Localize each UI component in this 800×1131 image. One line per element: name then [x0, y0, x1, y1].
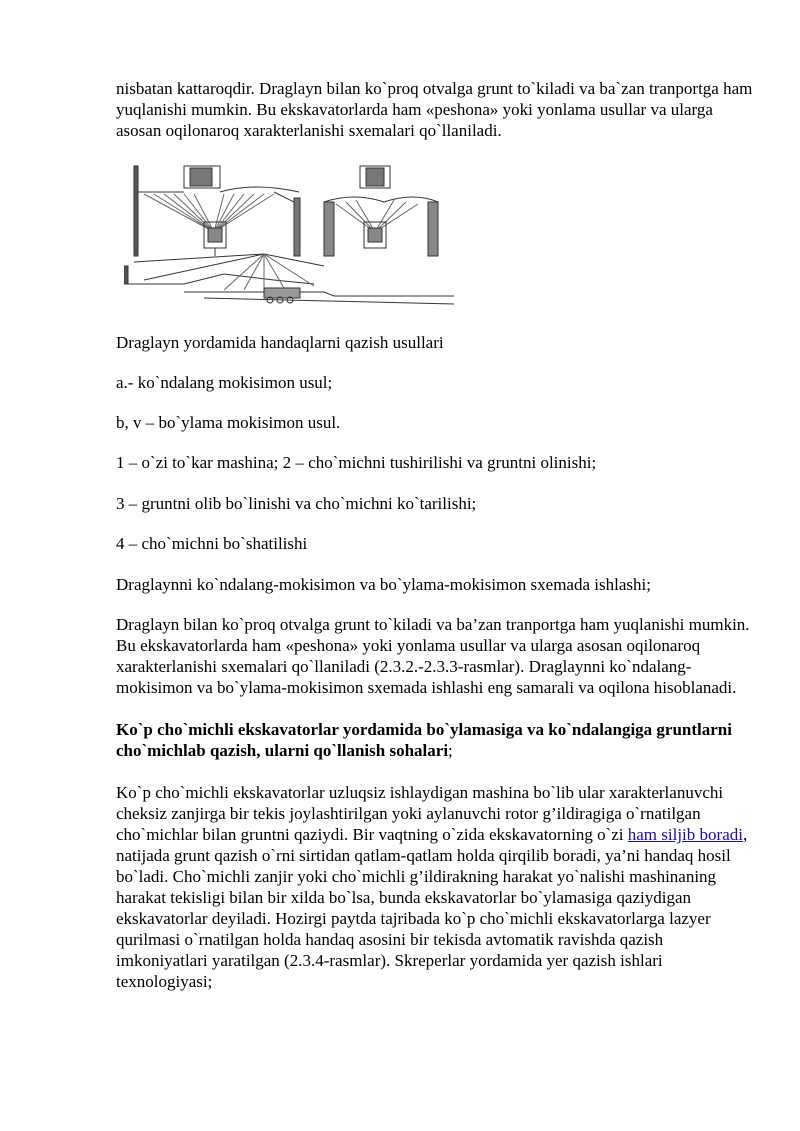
caption-legend-3: 3 – gruntni olib bo`linishi va cho`michni ko`tarilishi;: [116, 494, 477, 513]
intro-paragraph: nisbatan kattaroqdir. Draglayn bilan ko`proq otvalga grunt to`kiladi va ba`zan tranportga ham yuqlanishi mumkin. Bu ekskavatorlarda ham «peshona» yoki yonlama usullar va ularga asosan oqilonaroq xarakterlanishi sxemalari qo`llaniladi.: [116, 79, 753, 140]
multi-bucket-text-before: Ko`p cho`michli ekskavatorlar uzluqsiz ishlaydigan mashina bo`lib ular xarakterlanuvchi cheksiz zanjirga bir tekis joylashtirilgan yoki aylanuvchi rotor g’ildiragiga o`rnatilgan cho`michlar bilan gruntni qaziydi. Bir vaqtning o`zida ekskavatorning o`zi: [116, 783, 724, 844]
ham-siljib-boradi-link[interactable]: ham siljib boradi: [627, 825, 743, 844]
caption-legend-4: 4 – cho`michni bo`shatilishi: [116, 534, 308, 553]
caption-legend-1-2: 1 – o`zi to`kar mashina; 2 – cho`michni tushirilishi va gruntni olinishi;: [116, 453, 597, 472]
multi-bucket-heading: [116, 719, 756, 761]
dragline-figure: [124, 162, 454, 310]
dragline-excavation-schemes-drawing-icon: [124, 162, 454, 310]
multi-bucket-heading-tail: ;: [448, 741, 453, 760]
caption-line-bv: b, v – bo`ylama mokisimon usul.: [116, 413, 341, 432]
figure-caption-title: Draglayn yordamida handaqlarni qazish usullari: [116, 333, 444, 352]
dragline-paragraph: Draglayn bilan ko`proq otvalga grunt to`kiladi va ba’zan tranportga ham yuqlanishi mumkin. Bu ekskavatorlarda ham «peshona» yoki yonlama usullar va ularga asosan oqilonaroq xarakterlanishi sxemalari qo`llaniladi (2.3.2.-2.3.3-rasmlar). Draglaynni ko`ndalang-mokisimon va bo`ylama-mokisimon sxemada ishlashi eng samarali va oqilona hisoblanadi.: [116, 615, 750, 697]
multi-bucket-text-after: , natijada grunt qazish o`rni sirtidan qatlam-qatlam holda qirqilib boradi, ya’ni handaq hosil bo`ladi. Cho`michli zanjir yoki cho`michli g’ildirakning harakat yo`nalishi mashinaning harakat tekisligi bilan bir xilda bo`lsa, bunda ekskavatorlar bo`ylamasiga qaziydigan ekskavatorlar deyiladi. Hozirgi paytda tajribada ko`p cho`michli ekskavatorlarga lazyer qurilmasi o`rnatilgan holda handaq asosini bir tekisda avtomatik ravishda qazish imkoniyatlari yaratilgan (2.3.4-rasmlar). Skreperlar yordamida yer qazish ishlari texnologiyasi;: [116, 825, 748, 991]
multi-bucket-paragraph: [116, 782, 756, 992]
multi-bucket-heading-text: Ko`p cho`michli ekskavatorlar yordamida bo`ylamasiga va ko`ndalangiga gruntlarni cho`michlab qazish, ularni qo`llanish sohalari: [116, 720, 732, 760]
caption-line-a: a.- ko`ndalang mokisimon usul;: [116, 373, 333, 392]
section-heading-dragline: Draglaynni ko`ndalang-mokisimon va bo`ylama-mokisimon sxemada ishlashi;: [116, 575, 651, 594]
